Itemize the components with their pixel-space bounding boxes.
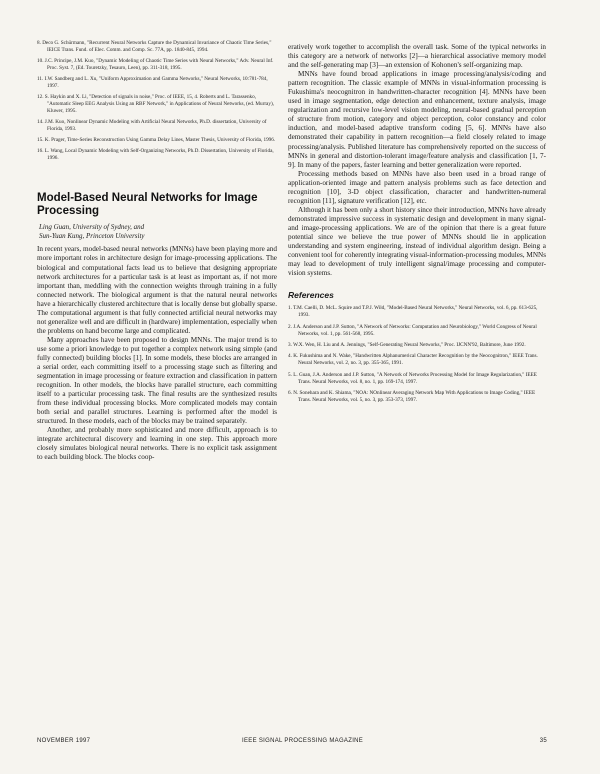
previous-article-references (37, 40, 277, 162)
reference-item: 6. N. Sonehara and K. Shiama, "NOA: NOnlinear Averaging Network Map With Applications to Image Coding," IEEE Trans. Neural Networks, vol. 5, no. 3, pp. 353-373, 1997. (288, 390, 536, 404)
footer-publication: IEEE SIGNAL PROCESSING MAGAZINE (242, 738, 364, 744)
footer-date: NOVEMBER 1997 (37, 738, 91, 744)
author-line: Sun-Yuan Kung, Princeton University (39, 232, 145, 241)
reference-item: 14. J.M. Kuo, Nonlinear Dynamic Modeling with Artificial Neural Networks, Ph.D. dissertation, University of Florida, 1993. (37, 119, 267, 133)
body-paragraph: eratively work together to accomplish the overall task. Some of the typical networks in this category are a network of networks [2]—a hierarchical associative memory model and the self-generating map [3]—an extension of Kohonen's self-organizing map. (288, 43, 546, 70)
reference-item: 2. J.A. Anderson and J.P. Sutton, "A Network of Networks: Computation and Neurobiology," World Congress of Neural Networks, vol. 1, pp. 561-568, 1995. (288, 323, 537, 337)
body-paragraph: MNNs have found broad applications in image processing/analysis/coding and pattern recognition. The classic example of MNNs in visual-information processing is Fukushima's neocognitron in handwritten-character recognition [4]. MNNs have been used in image segmentation, edge detection and enhancement, texture analysis, image regularization and recursive low-level vision modeling, neural-based gradual perception of structure from motion, category and object perception, color constancy and color induction, and model-based adaptive transform coding [5, 6]. MNNs have also demonstrated their capability in pattern recognition—a field closely related to image processing/analysis. Published literature has comprehensively reported on the success of MNNs in general and distortion-tolerant image/feature analysis and classification [1, 7-9]. In many of the papers, faster learning and better generalization were reported. (288, 70, 546, 169)
body-paragraph: Another, and probably more sophisticated and more difficult, approach is to integrate architectural discovery and learning in one step. This approach more closely simulates biological neural networks. There is no explicit task assignment to each building block. The blocks coop- (37, 426, 277, 462)
body-paragraph: Processing methods based on MNNs have also been used in a broad range of application-oriented image and pattern analysis problems such as face detection and recognition [10], 3-D object classification, character and handwritten-numeral recognition [11], signature verification [12], etc. (288, 169, 546, 205)
body-paragraph: In recent years, model-based neural networks (MNNs) have been playing more and more important roles in architecture design for image-processing applications. The biological and computational facts lead us to believe that designing appropriate network architectures for a particular task is at least as important as, if not more important than, meddling with the connection weights through training in a fully connected network. The biological argument is that the natural neural networks have a hierarchically clustered architecture that is locally dense but globally sparse. The computational argument is that fully connected artificial neural networks may not generalize well and are difficult in (hardware) implementation, especially when the problems on hand become large and complicated. (37, 245, 277, 335)
reference-item: 8. Deco G. Schürmann, "Recurrent Neural Networks Capture the Dynamical Invariance of Chaotic Time Series," IEICE Trans. Fund. of Elec. Comm. and Comp. Sc. 77A, pp. 1840-845, 1994. (37, 40, 272, 54)
left-column (37, 40, 277, 463)
reference-item: 4. K. Fukushima and N. Wake, "Handwritten Alphanumerical Character Recognition by the Neocognitron," IEEE Trans. Neural Networks, vol. 2, no. 3, pp. 355-365, 1991. (288, 353, 538, 367)
reference-item: 3. W.X. Wen, H. Liu and A. Jennings, "Self-Generating Neural Networks," Proc. IJCNN'92, Baltimore, June 1992. (288, 341, 526, 348)
reference-item: 5. L. Guan, J.A. Anderson and J.P. Sutton, "A Network of Networks Processing Model for Image Regularization," IEEE Trans. Neural Networks, vol. 8, no. 1, pp. 169-174, 1997. (288, 371, 537, 385)
reference-item: 16. L. Wang, Local Dynamic Modeling with Self-Organizing Networks, Ph.D. Dissertation, University of Florida, 1996. (37, 148, 274, 162)
reference-item: 10. J.C. Principe, J.M. Kuo, "Dynamic Modeling of Chaotic Time Series with Neural Networks," Adv. Neural Inf. Proc. Syst. 7, (Ed. Touretzky, Tesauro, Leen), pp. 311-318, 1995. (37, 58, 274, 72)
article-title: Model-Based Neural Networks for Image Processing (37, 192, 258, 217)
right-column (288, 43, 546, 408)
page-number: 35 (539, 738, 547, 744)
article-authors (39, 223, 277, 241)
reference-item: 12. S. Haykin and X. Li, "Detection of signals in noise," Proc. of IEEE, 15, 4. Roberts and L. Tarassenko, "Automatic Sleep EEG Analysis Using an RBF Network," in Applications of Neural Networks, (ed. Murray), Kluwer, 1995. (37, 94, 274, 115)
body-paragraph: Although it has been only a short history since their introduction, MNNs have already demonstrated impressive success in systematic design and development in many signal- and image-processing applications. We are of the opinion that there is a great future potential since we believe the true power of MNNs should lie in application understanding and system engineering, instead of individual algorithm design. Being a convenient tool for coherently integrating visual-information-processing modules, MNNs may lead to development of truly intelligent signal/image processing and computer-vision systems. (288, 205, 546, 278)
body-paragraph: Many approaches have been proposed to design MNNs. The major trend is to use some a priori knowledge to put together a complex network using simple (and fully connected) building blocks [1]. In some models, these blocks are arranged in a serial order, each committing itself to a processing stage such as filtering and segmentation in image processing or feature extraction and classification in pattern recognition. In other models, the blocks have parallel structure, each committing itself to a particular processing task. The final results are the synthesized results from these individual processing blocks. More complicated models may contain both serial and parallel structures. Learning is performed after the model is structured. In these models, each of the blocks may be trained separately. (37, 335, 277, 426)
reference-item: 11. I.W. Sandberg and L. Xu, "Uniform Approximation and Gamma Networks," Neural Networks, 10:781-784, 1997. (37, 76, 268, 90)
author-line: Ling Guan, University of Sydney, and (39, 223, 145, 232)
reference-item: 15. K. Prager, Time-Series Reconstruction Using Gamma Delay Lines, Master Thesis, University of Florida, 1996. (37, 137, 276, 144)
references-heading: References (288, 290, 334, 301)
reference-item: 1. T.M. Caelli, D. McL. Squire and T.P.J. Wild, "Model-Based Neural Networks," Neural Networks, vol. 6, pp. 613-625, 1993. (288, 305, 538, 319)
references-list (288, 305, 546, 404)
